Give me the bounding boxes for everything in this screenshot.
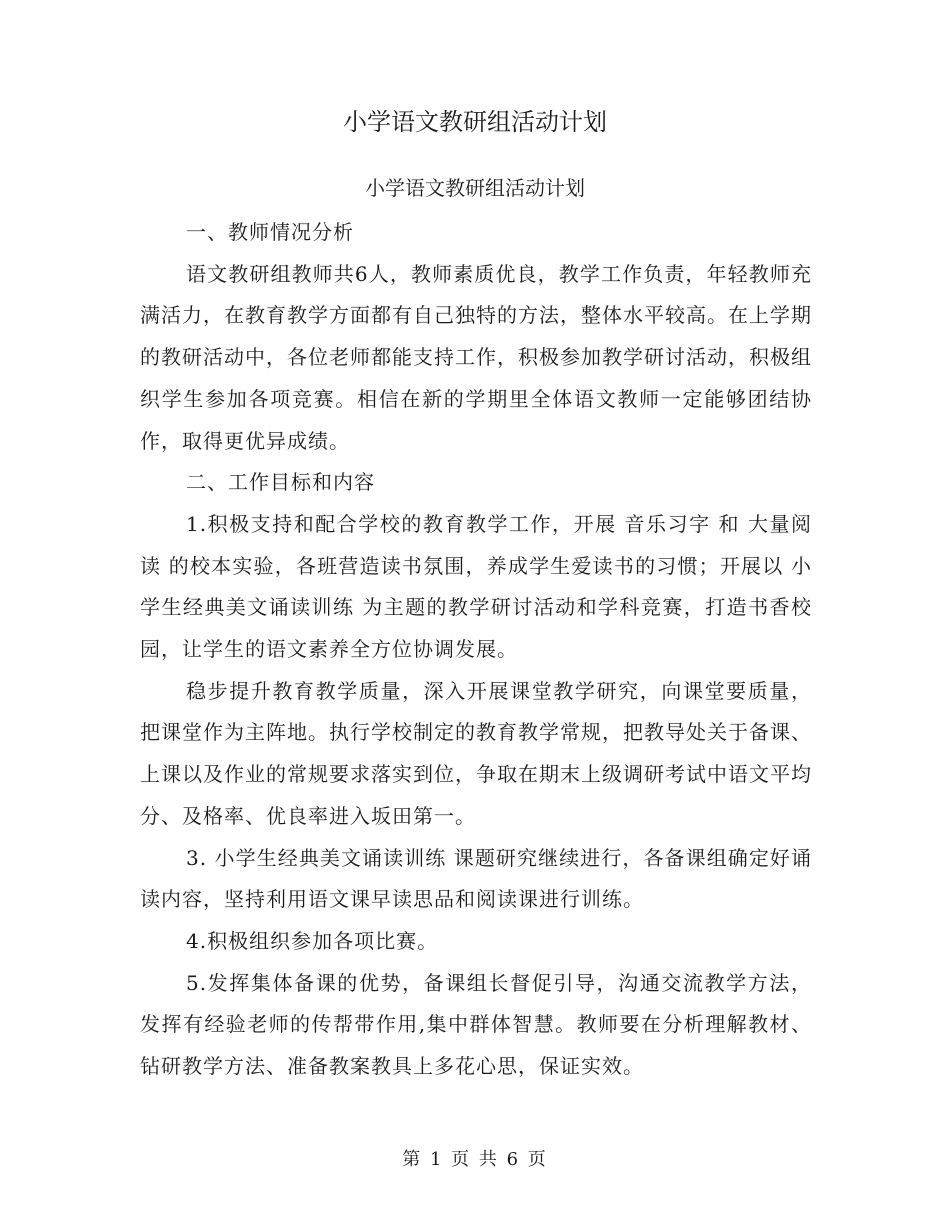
paragraph-teacher-analysis: 语文教研组教师共6人，教师素质优良，教学工作负责，年轻教师充满活力，在教育教学方面都有自己独特的方法，整体水平较高。在上学期的教研活动中，各位老师都能支持工作，积极参加教学研讨活动，积极组织学生参加各项竞赛。相信在新的学期里全体语文教师一定能够团结协作，取得更优异成绩。 [140, 261, 812, 453]
paragraph-goal-2: 稳步提升教育教学质量，深入开展课堂教学研究，向课堂要质量，把课堂作为主阵地。执行学校制定的教育教学常规，把教导处关于备课、上课以及作业的常规要求落实到位，争取在期末上级调研考试中语文平均分、及格率、优良率进入坂田第一。 [140, 678, 812, 828]
document-body [140, 212, 812, 1088]
page-footer: 第 1 页 共 6 页 [402, 1149, 548, 1170]
paragraph-goal-3: 3. 小学生经典美文诵读训练 课题研究继续进行，各备课组确定好诵读内容，坚持利用语文课早读思品和阅读课进行训练。 [140, 845, 812, 912]
paragraph-goal-1: 1.积极支持和配合学校的教育教学工作，开展 音乐习字 和 大量阅读 的校本实验，各班营造读书氛围，养成学生爱读书的习惯；开展以 小学生经典美文诵读训练 为主题的教学研讨活动和学科竞赛，打造书香校园，让学生的语文素养全方位协调发展。 [140, 511, 812, 662]
paragraph-goal-5: 5.发挥集体备课的优势，备课组长督促引导，沟通交流教学方法，发挥有经验老师的传帮带作用,集中群体智慧。教师要在分析理解教材、钻研教学方法、准备教案教具上多花心思，保证实效。 [140, 970, 812, 1079]
document-subtitle: 小学语文教研组活动计划 [365, 176, 585, 200]
document-title: 小学语文教研组活动计划 [343, 108, 607, 136]
section-heading-goals: 二、工作目标和内容 [186, 470, 375, 495]
paragraph-goal-4: 4.积极组织参加各项比赛。 [186, 928, 439, 953]
section-heading-teacher-analysis: 一、教师情况分析 [186, 220, 354, 244]
